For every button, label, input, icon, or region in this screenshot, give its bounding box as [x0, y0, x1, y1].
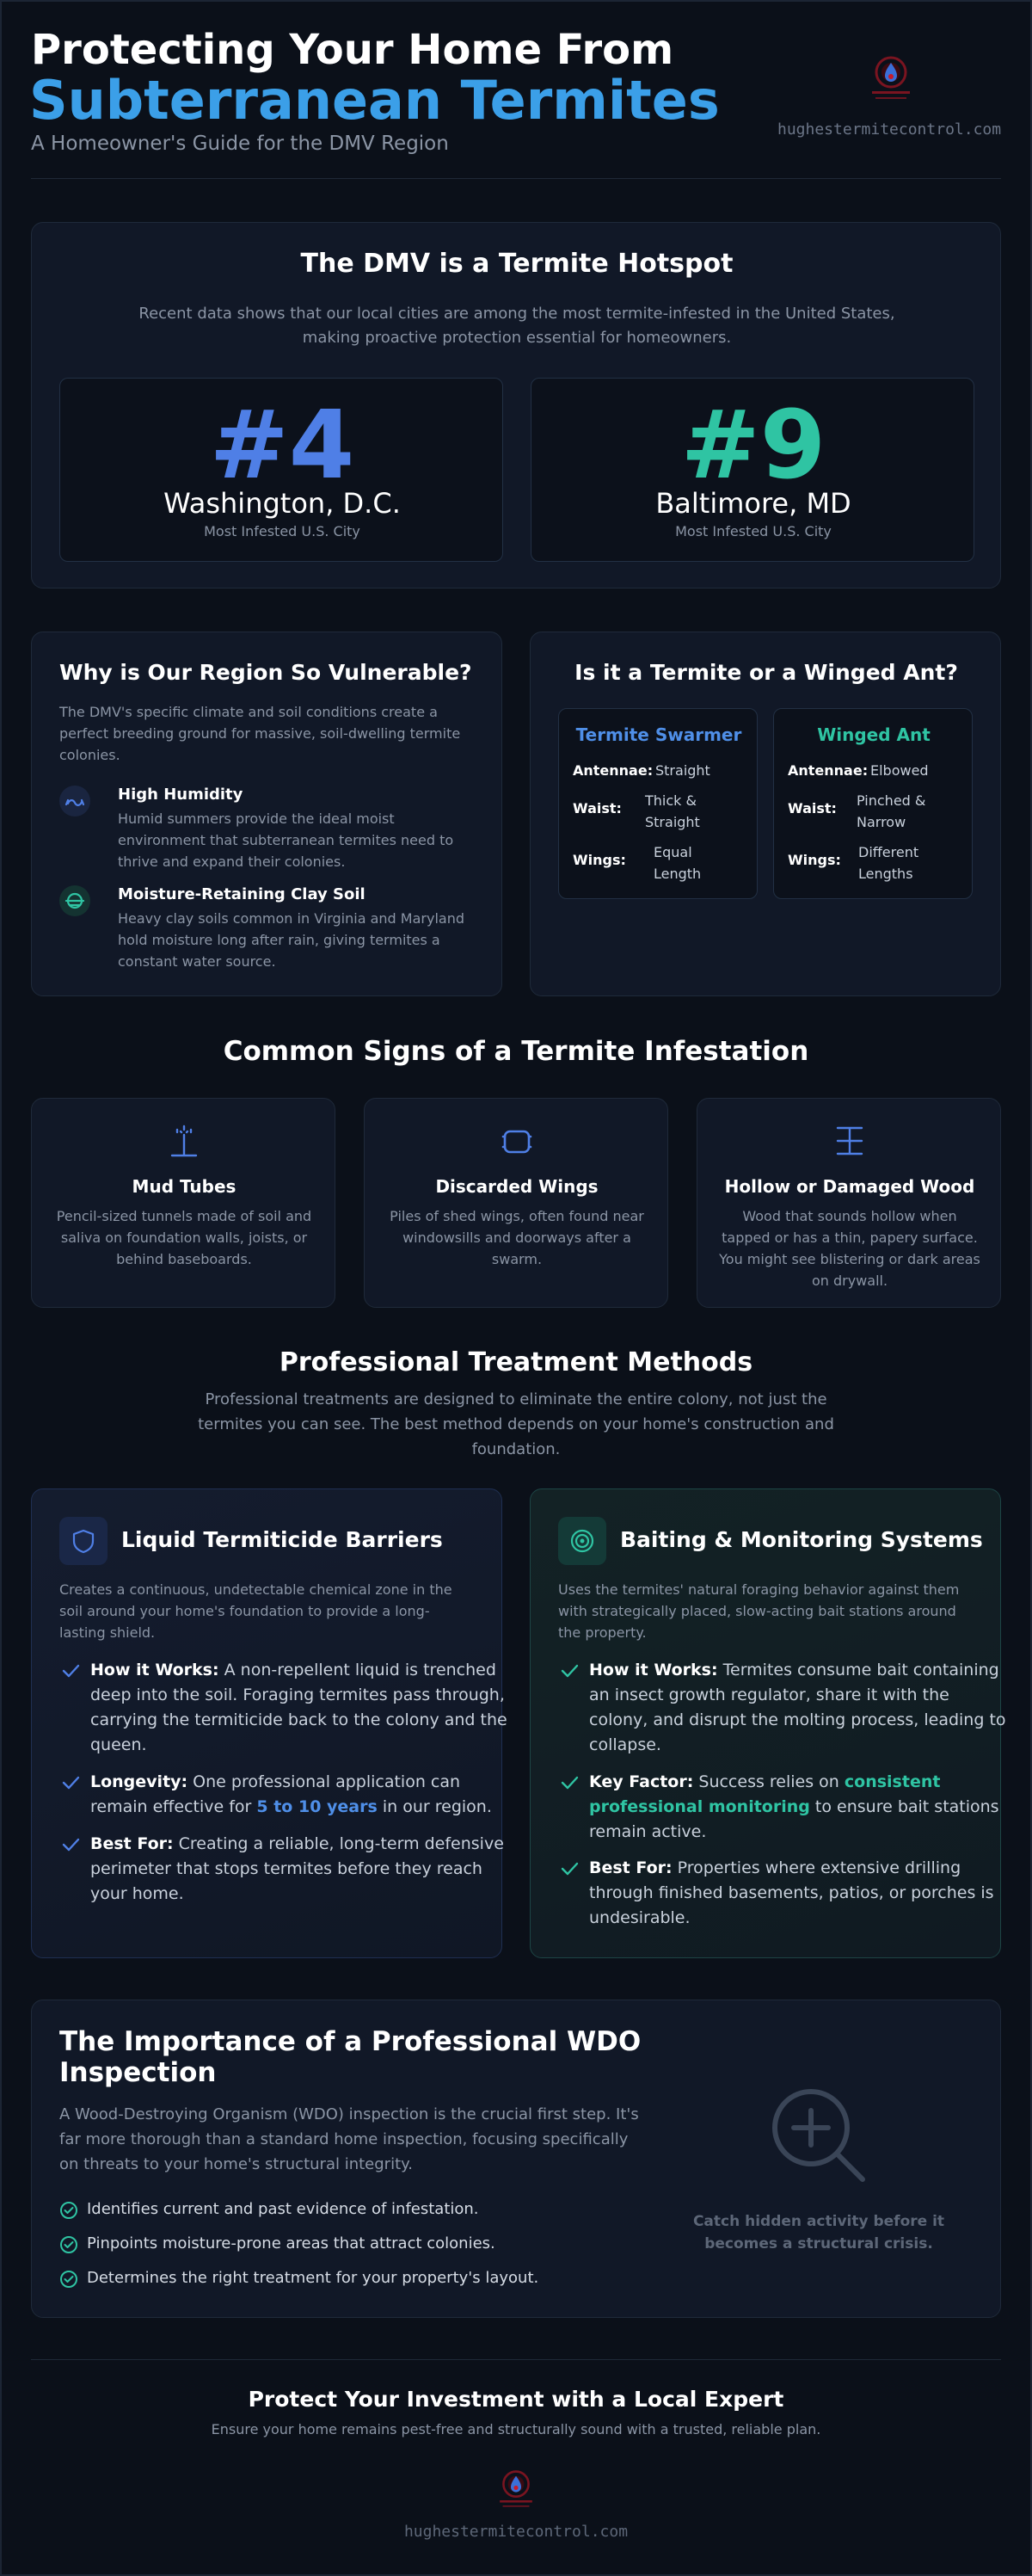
target-icon — [558, 1517, 606, 1565]
check-icon — [560, 1775, 579, 1790]
longevity-highlight: 5 to 10 years — [256, 1797, 378, 1816]
treatment-intro: Professional treatments are designed to eliminate the entire colony, not just the termites you can see. The best method depends on your home's construction and foundation. — [198, 1390, 834, 1458]
checklist-item: Determines the right treatment for your property's layout. — [59, 2267, 644, 2291]
stat-caption: Most Infested U.S. City — [204, 523, 360, 539]
termite-heading: Termite Swarmer — [575, 724, 742, 745]
method-bullet-best-for: Best For: Creating a reliable, long-term defensive perimeter that stops termites before they reach your home. — [90, 1832, 512, 1907]
comparison-title: Is it a Termite or a Winged Ant? — [574, 660, 958, 685]
row-label: Wings: — [573, 852, 626, 868]
row-value: Different Lengths — [858, 844, 919, 882]
magnifier-plus-icon — [763, 2080, 875, 2191]
row-value: Equal Length — [654, 844, 702, 882]
footer-website[interactable]: hughestermitecontrol.com — [403, 2523, 629, 2541]
footer-title: Protect Your Investment with a Local Expert — [248, 2387, 784, 2412]
inspection-callout: Catch hidden activity before it becomes a structural crisis. — [692, 2213, 945, 2252]
stat-city: Baltimore, MD — [655, 487, 851, 520]
sign-text: Piles of shed wings, often found near windowsills and doorways after a swarm. — [390, 1208, 644, 1267]
inspection-title: The Importance of a Professional WDO Inspection — [59, 2026, 642, 2088]
inspection-intro: A Wood-Destroying Organism (WDO) inspection is the crucial first step. It's far more thorough than a standard home inspection, focusing specifically on threats to your home's structural integrity. — [59, 2105, 639, 2173]
page-subtitle: A Homeowner's Guide for the DMV Region — [31, 132, 449, 155]
hotspot-section — [31, 222, 1001, 589]
key-factor-highlight: consistent professional monitoring — [589, 1772, 941, 1816]
method-title: Baiting & Monitoring Systems — [620, 1527, 983, 1552]
method-bullet-how: How it Works: Termites consume bait containing an insect growth regulator, share it with the colony, and disrupt the molting process, leading to collapse. — [589, 1658, 1010, 1758]
sign-title: Hollow or Damaged Wood — [724, 1176, 975, 1197]
vulnerability-intro: The DMV's specific climate and soil conditions create a perfect breeding ground for massive, soil-dwelling termite colonies. — [59, 704, 461, 763]
signs-title: Common Signs of a Termite Infestation — [223, 1036, 809, 1067]
comparison-section — [530, 632, 1001, 996]
liquid-barrier-card — [31, 1488, 507, 1958]
stat-caption: Most Infested U.S. City — [675, 523, 832, 539]
vulnerability-section — [31, 632, 502, 996]
page-title-line2: Subterranean Termites — [29, 69, 720, 132]
row-label: Wings: — [788, 852, 841, 868]
check-icon — [61, 1775, 80, 1790]
treatment-title: Professional Treatment Methods — [279, 1347, 753, 1377]
stat-city: Washington, D.C. — [163, 487, 401, 520]
shield-icon — [59, 1517, 108, 1565]
row-value: Elbowed — [870, 762, 929, 779]
ant-heading: Winged Ant — [817, 724, 931, 745]
mud-tube-icon — [167, 1123, 201, 1159]
factor-title: Moisture-Retaining Clay Soil — [118, 885, 366, 903]
check-icon — [61, 1837, 80, 1852]
factor-title: High Humidity — [118, 786, 243, 804]
sign-title: Discarded Wings — [435, 1176, 599, 1197]
footer-subtitle: Ensure your home remains pest-free and structurally sound with a trusted, reliable plan. — [211, 2421, 821, 2437]
sign-title: Mud Tubes — [132, 1176, 236, 1197]
check-circle-icon — [59, 2201, 78, 2220]
hotspot-description: Recent data shows that our local cities are among the most termite-infested in the United States, making proactive protection essential for homeowners. — [138, 305, 895, 347]
check-circle-icon — [59, 2270, 78, 2289]
vulnerability-title: Why is Our Region So Vulnerable? — [59, 660, 472, 685]
sign-card-damaged-wood — [697, 1098, 1001, 1308]
factor-text: Heavy clay soils common in Virginia and Maryland hold moisture long after rain, giving termites a constant water source. — [118, 910, 464, 970]
row-label: Waist: — [573, 800, 622, 817]
check-icon — [560, 1663, 579, 1679]
check-circle-icon — [59, 2235, 78, 2254]
sign-text: Pencil-sized tunnels made of soil and saliva on foundation walls, joists, or behind baseboards. — [56, 1208, 312, 1267]
row-label: Antennae: — [788, 762, 869, 779]
checklist-item: Pinpoints moisture-prone areas that attract colonies. — [59, 2233, 644, 2257]
footer-logo — [495, 2466, 537, 2514]
header-website[interactable]: hughestermitecontrol.com — [777, 120, 1002, 139]
humidity-icon — [59, 786, 90, 817]
method-bullet-longevity: Longevity: One professional application can remain effective for 5 to 10 years in our region. — [90, 1770, 512, 1820]
sign-card-mud-tubes — [31, 1098, 335, 1308]
header-divider — [31, 178, 1001, 179]
row-label: Waist: — [788, 800, 837, 817]
stat-card-washington — [59, 378, 503, 562]
stat-card-baltimore — [531, 378, 974, 562]
method-bullet-how: How it Works: A non-repellent liquid is trenched deep into the soil. Foraging termites pass through, carrying the termiticide back to the colony and the queen. — [90, 1658, 512, 1758]
baiting-system-card — [530, 1488, 1006, 1958]
company-logo — [867, 52, 915, 107]
termite-swarmer-card — [558, 708, 758, 899]
winged-ant-card — [773, 708, 973, 899]
stat-rank: #4 — [209, 390, 355, 500]
method-bullet-best-for: Best For: Properties where extensive drilling through finished basements, patios, or porches is undesirable. — [589, 1856, 1010, 1931]
method-intro: Creates a continuous, undetectable chemical zone in the soil around your home's foundation to provide a long-lasting shield. — [59, 1581, 452, 1641]
inspection-section — [31, 2000, 1001, 2318]
footer-divider — [31, 2359, 1001, 2360]
row-value: Pinched & Narrow — [857, 792, 926, 830]
check-icon — [61, 1663, 80, 1679]
wood-icon — [832, 1123, 867, 1159]
factor-text: Humid summers provide the ideal moist environment that subterranean termites need to thrive and expand their colonies. — [118, 810, 454, 870]
sign-text: Wood that sounds hollow when tapped or has a thin, papery surface. You might see blistering or dark areas on drywall. — [719, 1208, 980, 1289]
row-value: Straight — [655, 762, 710, 779]
sign-card-discarded-wings — [364, 1098, 668, 1308]
method-title: Liquid Termiticide Barriers — [121, 1527, 443, 1552]
row-value: Thick & Straight — [645, 792, 700, 830]
check-icon — [560, 1861, 579, 1877]
method-intro: Uses the termites' natural foraging behavior against them with strategically placed, slow-acting bait stations around the property. — [558, 1581, 960, 1641]
method-bullet-key-factor: Key Factor: Success relies on consistent professional monitoring to ensure bait stations remain active. — [589, 1770, 1010, 1845]
row-label: Antennae: — [573, 762, 654, 779]
wings-icon — [500, 1125, 534, 1159]
checklist-item: Identifies current and past evidence of infestation. — [59, 2198, 644, 2222]
soil-icon — [59, 885, 90, 916]
page-title-line1: Protecting Your Home From — [31, 26, 674, 74]
hotspot-title: The DMV is a Termite Hotspot — [300, 249, 734, 279]
stat-rank: #9 — [680, 390, 826, 500]
